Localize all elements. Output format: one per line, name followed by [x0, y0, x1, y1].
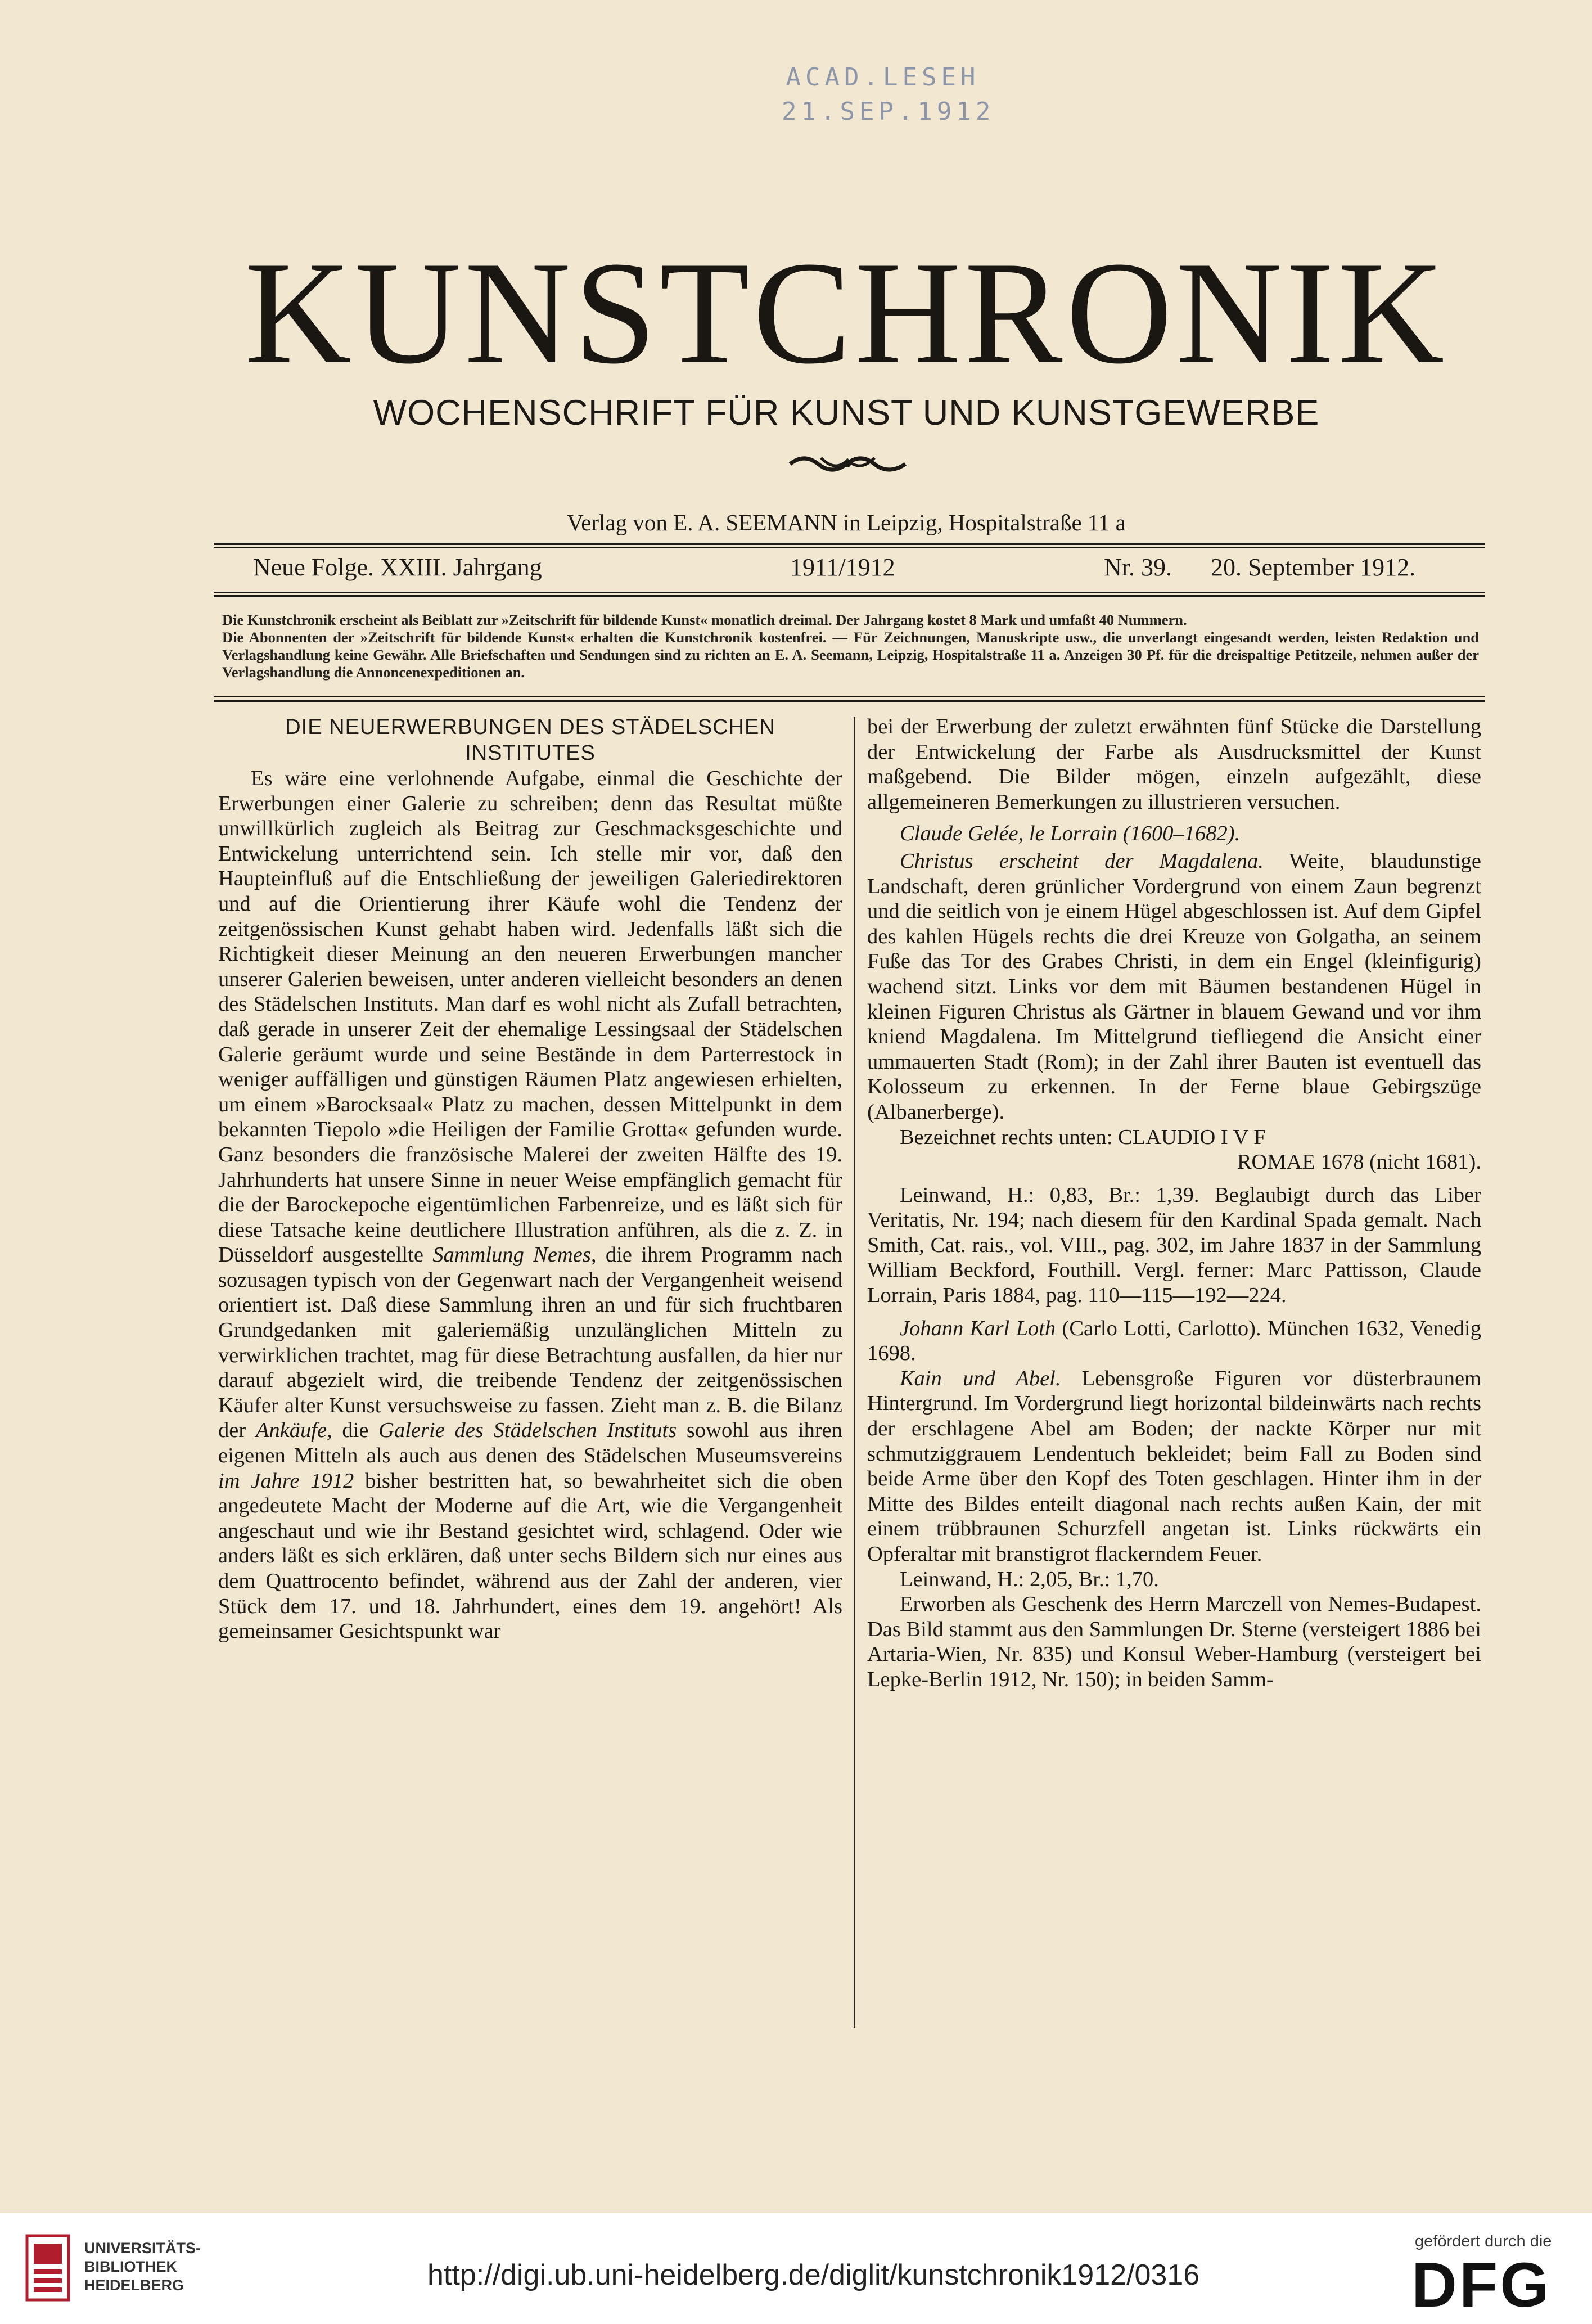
notice-line-1: Die Kunstchronik erscheint als Beiblatt zur »Zeitschrift für bildende Kunst« monatlich dreimal. Der Jahrgang kostet 8 Mark und umfaßt 40 Nummern. — [222, 611, 1187, 628]
rule-top — [214, 543, 1485, 545]
stamp-line-1: ACAD.LESEH — [786, 63, 980, 92]
signature-line: Bezeichnet rechts unten: CLAUDIO I V F — [900, 1125, 1266, 1149]
rule-bottom — [214, 700, 1485, 702]
rule-top-thin — [214, 547, 1485, 548]
institution-line: HEIDELBERG — [84, 2277, 184, 2294]
artwork-description: Weite, blaudunstige Landschaft, deren grünlicher Vordergrund von einem Zaun begrenzt und die seitlich von je einem Hügel abgeschlossen ist. Auf dem Gipfel des kahlen Hügels rechts die drei Kreuze von Golgatha, an seinem Fuße das Tor des Grabes Christi, in dem ein Engel (kleinfigurig) wachend sitzt. Links vor dem mit Bäumen bestandenen Hügel in kleinen Figuren Christus als Gärtner in blauem Gewand und vor ihm kniend Magdalena. Im Mittelgrund tiefliegend die Ansicht einer ummauerten Stadt (Rom); in der Zahl ihrer Bauten ist eventuell das Kolosseum zu erkennen. In der Ferne blaue Gebirgszüge (Albanerberge). — [867, 849, 1482, 1124]
column-divider — [854, 717, 855, 2028]
rule-bottom-thin — [214, 696, 1485, 697]
issue-year: 1911/1912 — [790, 553, 895, 581]
signature-line: ROMAE 1678 (nicht 1681). — [1237, 1150, 1481, 1174]
rule-mid — [214, 595, 1485, 597]
ornament-icon — [787, 450, 908, 478]
text-run: bisher bestritten hat, so bewahrheitet sich die oben angedeutete Macht der Moderne auf die Art, wie die Vergangenheit angeschaut und wie ihr Bestand gesichtet wird, schlagend. Oder wie anders läßt es sich erklären, daß unter sechs Bildern sich nur eines aus dem Quattrocento befindet, während aus der Zahl der anderen, vier Stück dem 17. und 18. Jahrhundert, eines dem 19. angehört! Als gemeinsamer Gesichtspunkt war — [218, 1469, 843, 1643]
notice-line-2: Die Abonnenten der »Zeitschrift für bildende Kunst« erhalten die Kunstchronik kostenfrei. — Für Zeichnungen, Manuskripte usw., die unverlangt eingesandt werden, leisten Redaktion und Verlagshandlung keine Gewähr. Alle Briefschaften und Sendungen sind zu richten an E. A. Seemann, Leipzig, Hospitalstraße 11 a. Anzeigen 30 Pf. für die dreispaltige Petitzeile, nehmen außer der Verlagshandlung die Annoncenexpeditionen an. — [222, 629, 1479, 681]
article-title: DIE NEUERWERBUNGEN DES STÄDELSCHEN INSTITUTES — [285, 715, 775, 765]
stamp-line-2: 21.SEP.1912 — [782, 97, 995, 126]
university-name — [84, 2239, 201, 2295]
italic-run: Ankäufe, — [255, 1418, 332, 1443]
acquisition-info: Erworben als Geschenk des Herrn Marczell von Nemes-Budapest. Das Bild stammt aus den Sammlungen Dr. Sterne (versteigert 1886 bei Artaria-Wien, Nr. 835) und Konsul Weber-Hamburg (versteigert bei Lepke-Berlin 1912, Nr. 150); in beiden Samm- — [867, 1592, 1481, 1691]
institution-line: UNIVERSITÄTS- — [84, 2240, 201, 2257]
text-run: sowohl aus ihren eigenen Mitteln als auch aus denen des Städelschen Museumsvereins — [218, 1418, 842, 1468]
university-seal-icon — [22, 2231, 73, 2304]
italic-run: im Jahre 1912 — [218, 1469, 354, 1493]
text-run: Es wäre eine verlohnende Aufgabe, einmal die Geschichte der Erwerbungen einer Galerie zu schreiben; denn das Resultat müßte unwillkürlich zugleich als Beitrag zur Geschmacksgeschichte und Entwickelung unterrichtend sein. Ich stelle mir vor, daß den Haupteinfluß auf die Entschließung der jeweiligen Galeriedirektoren und auf die Orientierung ihrer Käufe wohl die Tendenz der zeitgenössischen Kunst gehabt haben wird. Jedenfalls läßt sich die Richtigkeit dieser Meinung an den neueren Erwerbungen mancher unserer Galerien beweisen, unter anderen vielleicht besonders an denen des Städelschen Instituts. Man darf es wohl nicht als Zufall betrachten, daß gerade in unserer Zeit der ehemalige Lessingsaal der Städelschen Galerie geräumt wurde und seine Bestände in dem Parterrestock in weniger auffälligen und günstigen Räumen Platz angewiesen erhielten, um einem »Barocksaal« Platz zu machen, dessen Mittelpunkt in dem bekannten Tiepolo »die Heiligen der Familie Grotta« gefunden wurde. Ganz besonders die französische Malerei der zweiten Hälfte des 19. Jahrhunderts hat unsere Sinne in neuer Weise empfänglich gemacht für die der Barockepoche eigentümlichen Farbenreize, und es läßt sich für diese Tatsache keine deutlichere Illustration anführen, als die z. Z. in Düsseldorf ausgestellte — [218, 767, 842, 1267]
dfg-logo: DFG — [1411, 2250, 1552, 2320]
issue-series: Neue Folge. XXIII. Jahrgang — [253, 553, 542, 581]
rule-mid-thin — [214, 592, 1485, 593]
issue-line — [253, 553, 1451, 587]
canvas-info: Leinwand, H.: 0,83, Br.: 1,39. Beglaubigt durch das Liber Veritatis, Nr. 194; nach diesem für den Kardinal Spada gemalt. Nach Smith, Cat. rais., vol. VIII., pag. 302, im Jahre 1837 in der Sammlung William Beckford, Fouthill. Vergl. ferner: Marc Pattisson, Claude Lorrain, Paris 1884, pag. 110—115—192—224. — [867, 1183, 1481, 1308]
artwork-entry — [867, 1366, 1481, 1567]
artwork-entry — [867, 849, 1481, 1125]
artwork-title: Kain und Abel. — [900, 1366, 1061, 1390]
issue-number: Nr. 39. — [1104, 553, 1172, 581]
artist-entry — [867, 1316, 1481, 1366]
article-column-left — [218, 714, 842, 1644]
article-paragraph — [218, 766, 842, 1644]
article-paragraph: bei der Erwerbung der zuletzt erwähnten fünf Stücke die Darstellung der Entwickelung der Farbe als Ausdrucksmittel der Kunst maßgebend. Die Bilder mögen, einzeln aufgezählt, diese allgemeineren Bemerkungen zu illustrieren versuchen. — [867, 715, 1481, 814]
institution-line: BIBLIOTHEK — [84, 2258, 177, 2275]
library-stamp — [782, 63, 995, 126]
artwork-description: Lebensgroße Figuren vor düsterbraunem Hintergrund. Im Vordergrund liegt horizontal bildeinwärts nach rechts der erschlagene Abel am Boden; der nackte Körper nur mit schmutziggrauem Lendentuch bekleidet; beim Fall zu Boden sind beide Arme über den Kopf des Toten geschlagen. Hinter ihm in der Mitte des Bildes enteilt diagonal nach rechts außen Kain, der mit einem trübbraunen Schurzfell angetan ist. Links rückwärts ein Opferaltar mit branstigrot flackerndem Feuer. — [867, 1366, 1481, 1566]
digitization-footer — [0, 2213, 1592, 2324]
article-column-right — [867, 714, 1481, 1692]
funding-label: gefördert durch die — [1415, 2232, 1552, 2250]
artist-dates: (Carlo Lotti, Carlotto). München 1632, Venedig 1698. — [867, 1316, 1482, 1366]
issue-date: 20. September 1912. — [1211, 553, 1416, 581]
subscription-notice — [222, 611, 1479, 681]
text-run: die ihrem Programm nach sozusagen typisch von der Gegenwart nach der Vergangenheit weisend orientiert ist. Daß diese Sammlung ihren an und für sich fruchtbaren Grundgedanken mit galeriemäßig unzulänglichen Mitteln zu verwirklichen trachtet, mag für diese Betrachtung ausfallen, da hier nur darauf abgezielt wird, die treibende Tendenz der zeitgenössischen Käufer alter Kunst versuchsweise zu fassen. Zieht man z. B. die Bilanz der — [218, 1243, 842, 1443]
text-run: die — [342, 1418, 369, 1443]
italic-run: Sammlung Nemes, — [432, 1243, 597, 1267]
publisher-line: Verlag von E. A. SEEMANN in Leipzig, Hospitalstraße 11 a — [567, 510, 1126, 535]
canvas-info: Leinwand, H.: 2,05, Br.: 1,70. — [900, 1567, 1159, 1591]
source-url-link[interactable]: http://digi.ub.uni-heidelberg.de/diglit/kunstchronik1912/0316 — [427, 2259, 1200, 2291]
artist-name: Johann Karl Loth — [900, 1316, 1056, 1340]
masthead-subtitle: WOCHENSCHRIFT FÜR KUNST UND KUNSTGEWERBE — [373, 393, 1320, 433]
artwork-title: Christus erscheint der Magdalena. — [900, 849, 1264, 873]
italic-run: Galerie des Städelschen Instituts — [378, 1418, 677, 1443]
masthead-title: KUNSTCHRONIK — [245, 231, 1448, 394]
artist-heading: Claude Gelée, le Lorrain (1600–1682). — [900, 822, 1241, 846]
